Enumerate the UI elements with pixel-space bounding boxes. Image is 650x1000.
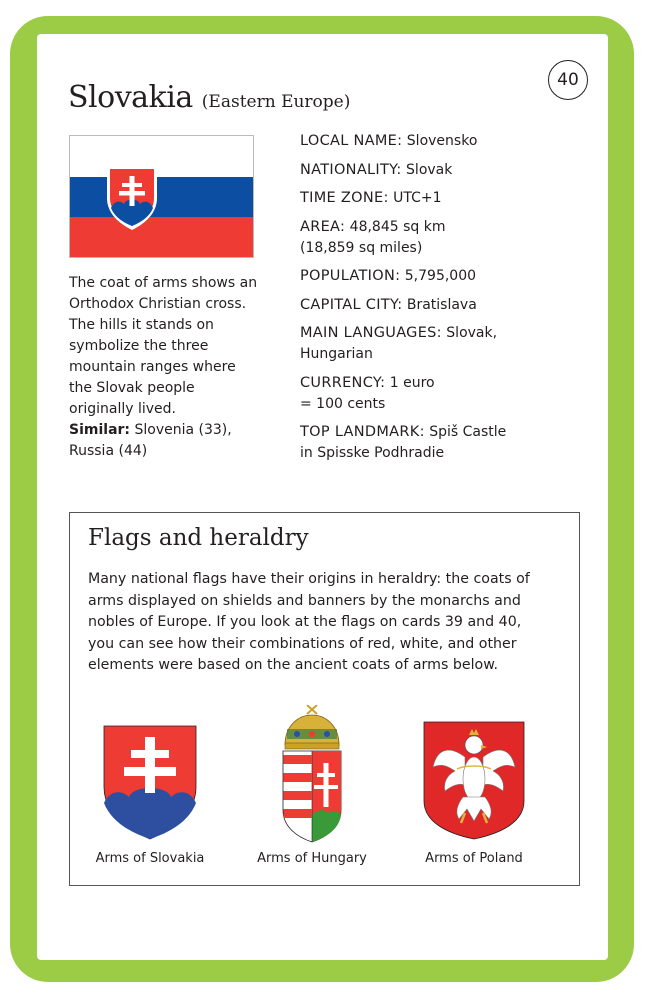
fact-nationality bbox=[300, 160, 570, 181]
country-name: Slovakia bbox=[68, 80, 193, 115]
heraldry-title: Flags and heraldry bbox=[88, 525, 309, 551]
fact-value: Slovak bbox=[406, 161, 453, 178]
heraldry-text: Many national flags have their origins in heraldry: the coats of arms displayed on shields and banners by the monarchs and nobles of Europe. If you look at the flags on cards 39 and 40, you can see how their combinations of red, white, and other elements were based on the ancient coats of arms below. bbox=[88, 571, 530, 673]
facts-list bbox=[300, 131, 570, 472]
fact-capital-city bbox=[300, 295, 570, 316]
page-title bbox=[68, 80, 350, 115]
fact-label: TOP LANDMARK: bbox=[300, 424, 425, 440]
fact-currency bbox=[300, 373, 570, 415]
fact-label: POPULATION: bbox=[300, 268, 401, 284]
similar-value: Slovenia (33), Russia (44) bbox=[69, 422, 232, 459]
arms-poland bbox=[399, 705, 549, 866]
arms-caption: Arms of Slovakia bbox=[95, 851, 205, 866]
fact-value: UTC+1 bbox=[393, 190, 442, 206]
fact-top-landmark bbox=[300, 422, 570, 464]
poland-shield-icon bbox=[399, 705, 549, 845]
fact-label: NATIONALITY: bbox=[300, 161, 402, 178]
arms-caption: Arms of Poland bbox=[425, 851, 523, 866]
fact-value-line2: = 100 cents bbox=[300, 395, 386, 412]
fact-label: CURRENCY: bbox=[300, 374, 386, 391]
fact-value-line2: (18,859 sq miles) bbox=[300, 239, 423, 256]
fact-label: LOCAL NAME: bbox=[300, 133, 403, 149]
fact-label: TIME ZONE: bbox=[300, 190, 389, 206]
fact-label: MAIN LANGUAGES: bbox=[300, 325, 442, 341]
slovakia-flag bbox=[69, 135, 254, 258]
fact-value: Slovensko bbox=[406, 133, 478, 149]
hungary-shield-icon bbox=[237, 705, 387, 845]
fact-value-line2: Hungarian bbox=[300, 346, 373, 362]
arms-hungary bbox=[237, 705, 387, 866]
fact-value: 1 euro bbox=[389, 374, 435, 391]
fact-time-zone bbox=[300, 188, 570, 209]
fact-main-languages bbox=[300, 323, 570, 365]
description-text: The coat of arms shows an Orthodox Christian cross. The hills it stands on symbolize the three mountain ranges where the Slovak people originally lived. bbox=[69, 275, 258, 417]
fact-value: 48,845 sq km bbox=[349, 218, 446, 235]
fact-value: Bratislava bbox=[406, 296, 477, 313]
fact-value: 5,795,000 bbox=[404, 268, 477, 284]
fact-value-line2: in Spisske Podhradie bbox=[300, 445, 445, 461]
fact-label: CAPITAL CITY: bbox=[300, 296, 403, 313]
region-name: (Eastern Europe) bbox=[201, 92, 351, 112]
heraldry-panel bbox=[69, 512, 580, 886]
flag-description bbox=[69, 273, 259, 462]
fact-local-name bbox=[300, 131, 570, 152]
slovakia-shield-icon bbox=[75, 705, 225, 845]
fact-value: Slovak, bbox=[446, 325, 498, 341]
arms-slovakia bbox=[75, 705, 225, 866]
similar-label: Similar: bbox=[69, 422, 131, 438]
fact-label: AREA: bbox=[300, 218, 346, 235]
fact-population bbox=[300, 266, 570, 287]
fact-value: Spiš Castle bbox=[429, 424, 507, 440]
card-number-badge: 40 bbox=[548, 60, 588, 100]
fact-area bbox=[300, 217, 570, 259]
arms-caption: Arms of Hungary bbox=[257, 851, 367, 866]
